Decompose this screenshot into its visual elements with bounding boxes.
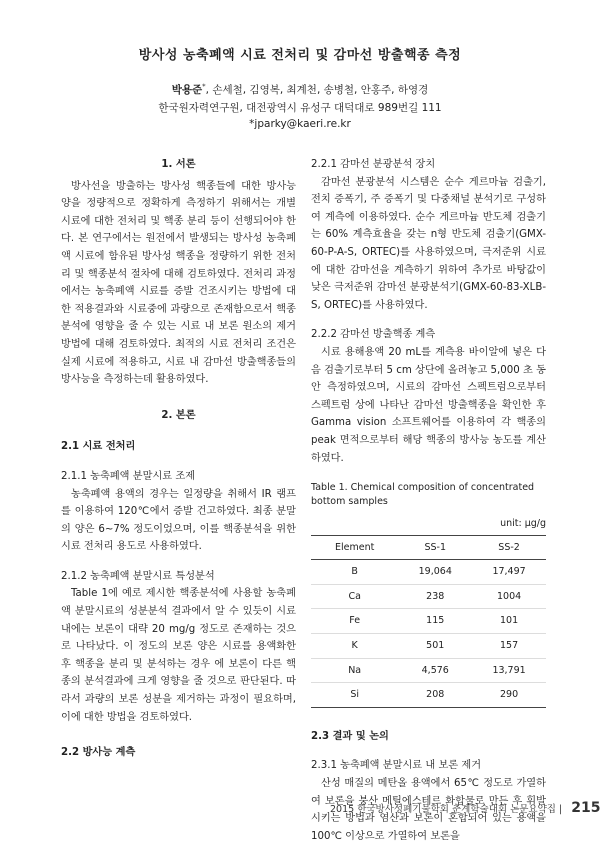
table-cell: 238 (398, 584, 472, 609)
paragraph: 산성 매질의 메탄올 용액에서 65℃ 정도로 가열하여 보론을 붕산 메틸에스테르 화합물로 만든 후 휘발시키는 방법과 염산과 보론이 혼합되어 있는 용액을 100℃ 이상으로 가열하여 보론을 (311, 778, 546, 842)
table-header: SS-2 (472, 535, 546, 560)
table-header: Element (311, 535, 398, 560)
paragraph: 농축폐액 용액의 경우는 일정량을 취해서 IR 램프를 이용하여 120℃에서 증발 건고하였다. 최종 분말의 양은 6~7% 정도이었으며, 이를 핵종분석을 위한 시료 전처리 용도로 사용하였다. (61, 488, 296, 553)
lead-author: 박용준 (171, 84, 203, 96)
table-row (311, 584, 546, 609)
table-cell: 4,576 (398, 658, 472, 683)
corresponding-email: *jparky@kaeri.re.kr (249, 118, 351, 130)
table-row (311, 634, 546, 659)
footer-text: 2015 한국방사성폐기물학회 춘계학술대회 논문요약집 (330, 804, 556, 815)
subsubsection-heading: 2.2.2 감마선 방출핵종 계측 (311, 329, 436, 341)
table-cell: 208 (398, 683, 472, 708)
paper-title: 방사성 농축폐액 시료 전처리 및 감마선 방출핵종 측정 (138, 48, 462, 63)
table-unit: unit: μg/g (500, 518, 546, 530)
subsubsection-heading: 2.1.2 농축폐액 분말시료 특성분석 (61, 570, 215, 582)
paragraph: 감마선 분광분석 시스템은 순수 게르마늄 검출기, 전치 증폭기, 주 증폭기 및 다중채널 분석기로 구성하여 계측에 이용하였다. 순수 게르마늄 반도체 검출기는 60% 계측효율을 갖는 n형 반도체 검출기(GMX-60-P-A-S, ORTEC)를 사용하였으며, 극저준위 시료에 대한 감마선을 계측하기 위하여 추가로 바탕값이 낮은 극저준위 감마선 분광분석기(GMX-60-83-XLB-S, ORTEC)를 사용하였다. (311, 176, 546, 311)
subsubsection-heading: 2.3.1 농축폐액 분말시료 내 보론 제거 (311, 760, 482, 772)
subsection-heading: 2.3 결과 및 논의 (311, 730, 389, 742)
table-cell: 1004 (472, 584, 546, 609)
table-cell: Na (311, 658, 398, 683)
table-row (311, 609, 546, 634)
table-cell: B (311, 560, 398, 585)
co-authors: , 손세철, 김영복, 최계천, 송병철, 안홍주, 하영경 (205, 84, 429, 96)
table-cell: Si (311, 683, 398, 708)
table-cell: 17,497 (472, 560, 546, 585)
table-cell: 157 (472, 634, 546, 659)
composition-table (311, 535, 546, 708)
table-row (311, 658, 546, 683)
table-row (311, 683, 546, 708)
paragraph: Table 1에 예로 제시한 핵종분석에 사용할 농축폐액 분말시료의 성분분석 결과에서 알 수 있듯이 시료 내에는 보론이 대략 20 mg/g 정도로 존재하는 것으로 나타났다. 이 정도의 보론 양은 시료를 용액화한 후 핵종을 분리 및 분석하는 경우 에 보론이 다른 핵종의 분석결과에 크게 영향을 줄 것으로 판단된다. 따라서 과량의 보론 성분을 제거하는 과정이 필요하며, 이에 대한 방법을 검토하였다. (61, 588, 296, 723)
author-list (0, 82, 600, 97)
table-cell: 13,791 (472, 658, 546, 683)
page-number: 215 (571, 800, 600, 816)
subsubsection-heading: 2.1.1 농축폐액 분말시료 조제 (61, 470, 196, 482)
right-column (311, 148, 546, 845)
table-caption: Table 1. Chemical composition of concentrated bottom samples (311, 482, 535, 508)
table-cell: Fe (311, 609, 398, 634)
table-cell: K (311, 634, 398, 659)
paragraph: 시료 용해용액 20 mL를 계측용 바이알에 넣은 다음 검출기로부터 5 cm 상단에 올려놓고 5,000 초 동안 측정하였으며, 시료의 감마선 스펙트럼으로부터 스펙트럼 상에 나타난 감마선 방출핵종을 확인한 후 Gamma vision 소프트웨어를 이용하여 각 핵종의 peak 면적으로부터 해당 핵종의 방사능 농도를 계산하였다. (311, 346, 546, 464)
table-cell: 290 (472, 683, 546, 708)
table-cell: 19,064 (398, 560, 472, 585)
subsection-heading: 2.2 방사능 계측 (61, 747, 136, 759)
table-cell: 115 (398, 609, 472, 634)
paragraph: 방사선을 방출하는 방사성 핵종들에 대한 방사능 양을 정량적으로 정확하게 측정하기 위해서는 개별 시료에 대한 전처리 및 핵종 분리 등이 선행되어야 한다. 본 연구에서는 원전에서 발생되는 방사성 농축폐액 시료에 함유된 방사성 핵종을 정량하기 위한 전처리 및 핵종분석 절차에 대해 검토하였다. 전처리 과정에서는 농축폐액 시료를 증발 건조시키는 방법에 대한 적용결과와 시료중에 과량으로 존재함으로서 핵종분석에 영향을 줄 수 있는 시료 내 보론 원소의 제거 방법에 대해 검토하였다. 최적의 시료 전처리 조건은 실제 시료에 적용하고, 시료 내 감마선 방출핵종들의 방사능을 측정하는데 활용하였다. (61, 180, 296, 386)
section-heading: 2. 본론 (161, 409, 196, 421)
affiliation: 한국원자력연구원, 대전광역시 유성구 대덕대로 989번길 111 (158, 102, 442, 114)
table-cell: Ca (311, 584, 398, 609)
subsubsection-heading: 2.2.1 감마선 분광분석 장치 (311, 159, 436, 170)
page-footer (330, 800, 600, 816)
left-column (61, 148, 296, 768)
table-row (311, 560, 546, 585)
table-cell: 101 (472, 609, 546, 634)
subsection-heading: 2.1 시료 전처리 (61, 441, 136, 453)
corresponding-mark: * (202, 82, 206, 91)
table-header: SS-1 (398, 535, 472, 560)
footer-separator: | (559, 804, 563, 815)
table-cell: 501 (398, 634, 472, 659)
section-heading: 1. 서론 (161, 159, 196, 170)
